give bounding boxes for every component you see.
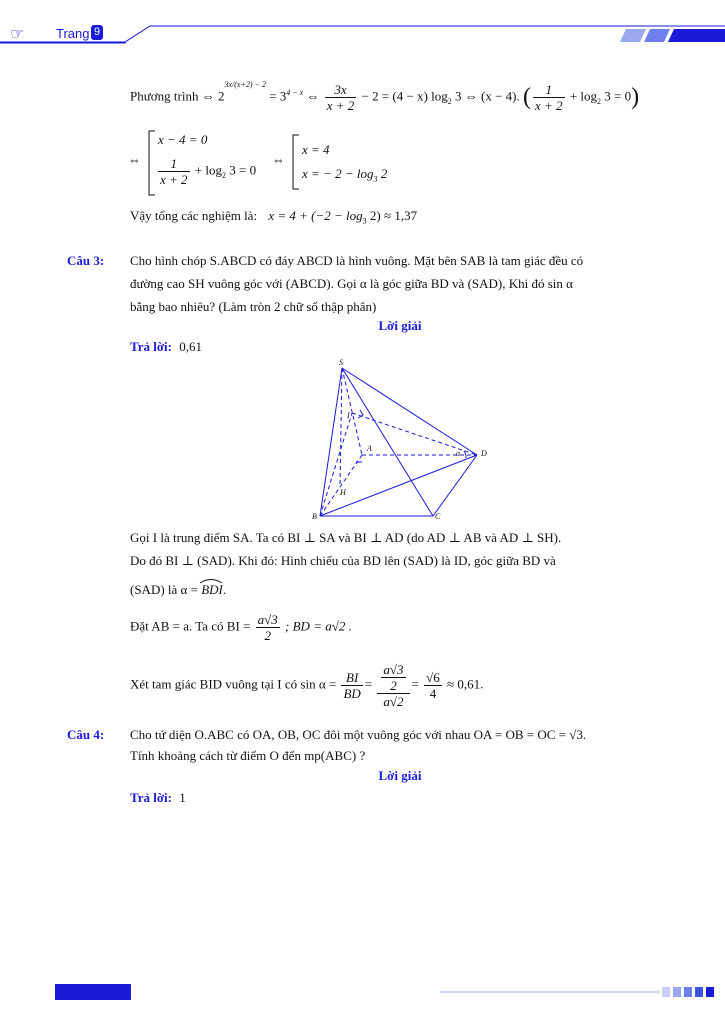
t: x = − 2 − log [302, 166, 374, 181]
q3-sol-2: Do đó BI ⊥ (SAD). Khi đó: Hình chiếu của BD lên (SAD) là ID, góc giữa BD và [130, 553, 556, 568]
edge-SD [342, 368, 477, 455]
sys-arrow-b: ⇔ [272, 152, 285, 167]
eq-part3-end: 3 ⇔ (x − 4). [455, 88, 520, 104]
q3-label: Câu 3: [67, 253, 105, 268]
num: 3x [325, 82, 357, 98]
q3-sol-3 [130, 582, 226, 598]
sum-label: Vậy tổng các nghiệm là: [130, 208, 258, 223]
num: a√3 [257, 612, 278, 627]
q3-answer [130, 339, 202, 355]
sys-b-row2 [302, 166, 387, 184]
log-base: 2 [597, 97, 602, 107]
den: BD [343, 686, 361, 701]
eq-exp1: 3x/(x+2) − 2 [224, 80, 266, 90]
num: 1 [158, 156, 190, 172]
eq-part4-rest: + log [569, 88, 598, 104]
q3-sol-5: Xét tam giác BID vuông tại I có sin α = $\frac{BI}{BD}$ = $\frac{\frac{a√3}{2}}{a√2}$ = $\frac{√6}{4}$ ≈ 0,61. [130, 662, 484, 709]
edge-BD [320, 455, 477, 516]
answer-label: Trả lời: [130, 339, 172, 354]
den: x + 2 [160, 172, 188, 187]
label-D: D [481, 449, 487, 458]
den: 4 [429, 686, 437, 701]
frac-1 [533, 82, 565, 113]
end: ≈ 0,61. [447, 676, 484, 692]
answer-label: Trả lời: [130, 790, 172, 805]
text-prefix: Phương trình [130, 88, 199, 104]
q3-sol-4 [130, 612, 352, 643]
edge-SC [342, 368, 433, 516]
system-equations [128, 130, 548, 196]
b: 3 [373, 174, 378, 184]
edge-SB [320, 368, 342, 516]
footer-bar [55, 984, 131, 1000]
n: a√3 [383, 662, 404, 677]
pyramid-figure [300, 358, 500, 526]
rest: + log [194, 162, 222, 178]
q4-text-1: Cho tứ diện O.ABC có OA, OB, OC đôi một vuông góc với nhau OA = OB = OC = √3. [130, 727, 587, 742]
eq-part2: = 3 [269, 88, 287, 104]
sum-expr: x = 4 + (−2 − log [268, 208, 363, 223]
label-H: H [340, 488, 346, 497]
header-decoration [0, 22, 725, 48]
answer-value: 0,61 [179, 339, 202, 354]
frac-3x [325, 82, 357, 113]
end: 3 = 0 [229, 162, 257, 178]
page-number-badge: 9 [91, 25, 103, 40]
t: (SAD) là α = [130, 582, 202, 597]
header-bar [0, 22, 725, 48]
den: x + 2 [326, 98, 355, 113]
edge-SH [340, 368, 342, 486]
e: 2 [380, 166, 388, 181]
sum-base: 3 [362, 216, 367, 226]
frac3 [424, 670, 442, 701]
sys-a-row1: x − 4 = 0 [158, 132, 208, 147]
eq-part4-end: 3 = 0 [604, 88, 632, 104]
sys-arrow-a: ⇔ [128, 152, 141, 167]
base: 2 [222, 171, 226, 181]
header-label: Trang [56, 26, 90, 41]
answer-value: 1 [179, 790, 186, 805]
pointing-hand-icon: ☞ [10, 24, 25, 43]
den: x + 2 [535, 98, 563, 113]
num [377, 662, 409, 694]
sum-line [130, 208, 417, 226]
num: 1 [533, 82, 565, 98]
num: BI [341, 670, 362, 686]
label-S: S [339, 358, 343, 367]
label-A: A [367, 444, 372, 453]
label-C: C [435, 512, 441, 521]
log-base: 2 [447, 97, 452, 107]
hat [199, 578, 223, 584]
eq-exp2: 4 − x [286, 88, 304, 98]
bracket-b [292, 134, 300, 190]
q4-text-2: Tính khoảng cách từ điểm O đến mp(ABC) ? [130, 748, 366, 763]
label-I: I [347, 411, 350, 420]
sys-b-row1: x = 4 [302, 142, 330, 157]
den: 2 [264, 628, 271, 643]
q3-solution-title: Lời giải [378, 318, 422, 333]
q4-solution-title: Lời giải [378, 768, 422, 783]
inner [381, 662, 405, 693]
equation-line-1: Phương trình ⇔ $2^{3x/(x+2) - 2} = 3^{4 - x}$ ⇔ $\frac{3x}{x + 2}$ − 2 = (4 − x) $\log_2 3$ ⇔ (x − 4). ( $\frac{1}{x + 2}$ + $\log_2 3 = 0$) [130, 80, 640, 113]
edge-CD [433, 455, 477, 516]
frac1 [341, 670, 362, 701]
q4-answer [130, 790, 186, 806]
pyramid-svg [300, 358, 500, 526]
den: a√2 [383, 694, 404, 709]
bracket-a [148, 130, 156, 196]
eq-part1: ⇔ 2 [201, 88, 225, 104]
eq-arrow: ⇔ [306, 88, 320, 104]
q4-label: Câu 4: [67, 727, 105, 742]
edge-SA [342, 368, 362, 455]
q3-text-3: bằng bao nhiêu? (Làm tròn 2 chữ số thập phân) [130, 299, 377, 314]
t2: ; BD = a√2 . [285, 618, 352, 634]
frac2 [377, 662, 409, 709]
d: 2 [390, 678, 397, 693]
q3-text-2: đường cao SH vuông góc với (ABCD). Gọi α là góc giữa BD và (SAD), Khi đó sin α [130, 276, 573, 291]
edge-AB [320, 455, 362, 516]
label-B: B [312, 512, 317, 521]
t: Đặt AB = a. Ta có BI = [130, 618, 251, 634]
label-alpha: α [456, 449, 461, 458]
t: Xét tam giác BID vuông tại I có sin α = [130, 676, 337, 692]
dot: . [222, 582, 227, 597]
angle: BDI [201, 582, 223, 597]
num: √6 [426, 670, 440, 685]
frac [158, 156, 190, 187]
q3-text-1: Cho hình chóp S.ABCD có đáy ABCD là hình vuông. Mặt bên SAB là tam giác đều có [130, 253, 584, 268]
angle-arc [464, 451, 466, 458]
edge-BI [320, 413, 352, 516]
sys-a-row2 [156, 156, 256, 187]
sum-end: 2) ≈ 1,37 [369, 208, 418, 223]
footer-decoration [440, 984, 725, 1000]
frac [256, 612, 280, 643]
q3-sol-1: Gọi I là trung điểm SA. Ta có BI ⊥ SA và BI ⊥ AD (do AD ⊥ AB và AD ⊥ SH). [130, 530, 562, 545]
eq-part3-rest: − 2 = (4 − x) log [361, 88, 448, 104]
